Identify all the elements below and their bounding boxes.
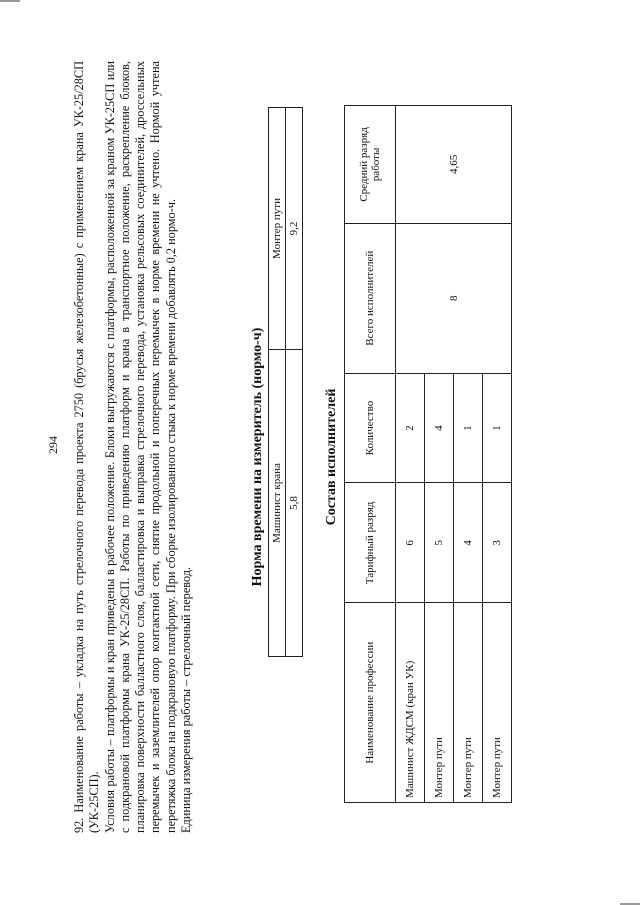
total-cell: 8	[396, 223, 512, 373]
crew-header: Средний разряд работы	[345, 106, 396, 224]
crew-header: Всего исполнителей	[345, 223, 396, 373]
crew-table-title: Состав исполнителей	[324, 388, 339, 526]
grade-cell: 4	[454, 483, 483, 603]
count-cell: 4	[425, 373, 454, 483]
work-conditions: Условия работы – платформы и кран приведены в рабочее положение. Блоки выгружаются с платформы, расположенной за краном УК-25СП или с подкрановой платформы крана УК-25/28СП. Работы по приведению платформ и крана в транспортное положение, раскрепление блоков, планировка поверхности балластного слоя, балластировка и выправка стрелочного перевода, установка рельсовых соединителей, дроссельных перемычек и заземлителей опор контактной сети, снятие продольной и поперечных перемычек в норме времени не учтено. Нормой учтена перетяжка блока на подкрановую платформу. При сборке изолированного стыка к норме времени добавлять 0,2 нормо-ч.	[102, 61, 178, 833]
count-cell: 1	[483, 373, 512, 483]
profession-cell: Монтер пути	[483, 603, 512, 803]
table-row	[396, 106, 425, 803]
crew-header: Количество	[345, 373, 396, 483]
profession-cell: Монтер пути	[454, 603, 483, 803]
profession-cell: Машинист ЖДСМ (кран УК)	[396, 603, 425, 803]
page-number: 294	[46, 436, 60, 454]
measure-unit: Единица измерения работы – стрелочный перевод.	[179, 566, 194, 833]
work-name: 92. Наименование работы – укладка на путь стрелочного перевода проекта 2750 (брусья железобетонные) с применением крана УК-25/28СП (УК-25СП).	[72, 61, 102, 833]
grade-cell: 6	[396, 483, 425, 603]
norm-value: 5,8	[286, 349, 303, 656]
grade-cell: 3	[483, 483, 512, 603]
count-cell: 2	[396, 373, 425, 483]
body-text	[72, 61, 194, 833]
crew-header: Тарифный разряд	[345, 483, 396, 603]
avg-grade-cell: 4,65	[396, 106, 512, 224]
count-cell: 1	[454, 373, 483, 483]
norm-table-title: Норма времени на измеритель (нормо-ч)	[250, 327, 265, 587]
crew-table	[344, 105, 512, 803]
crew-header: Наименование профессии	[345, 603, 396, 803]
norm-header: Монтер пути	[269, 108, 286, 350]
norm-header: Машинист крана	[269, 349, 286, 656]
norm-value: 9,2	[286, 108, 303, 350]
norm-table	[268, 107, 303, 657]
grade-cell: 5	[425, 483, 454, 603]
profession-cell: Монтер пути	[425, 603, 454, 803]
